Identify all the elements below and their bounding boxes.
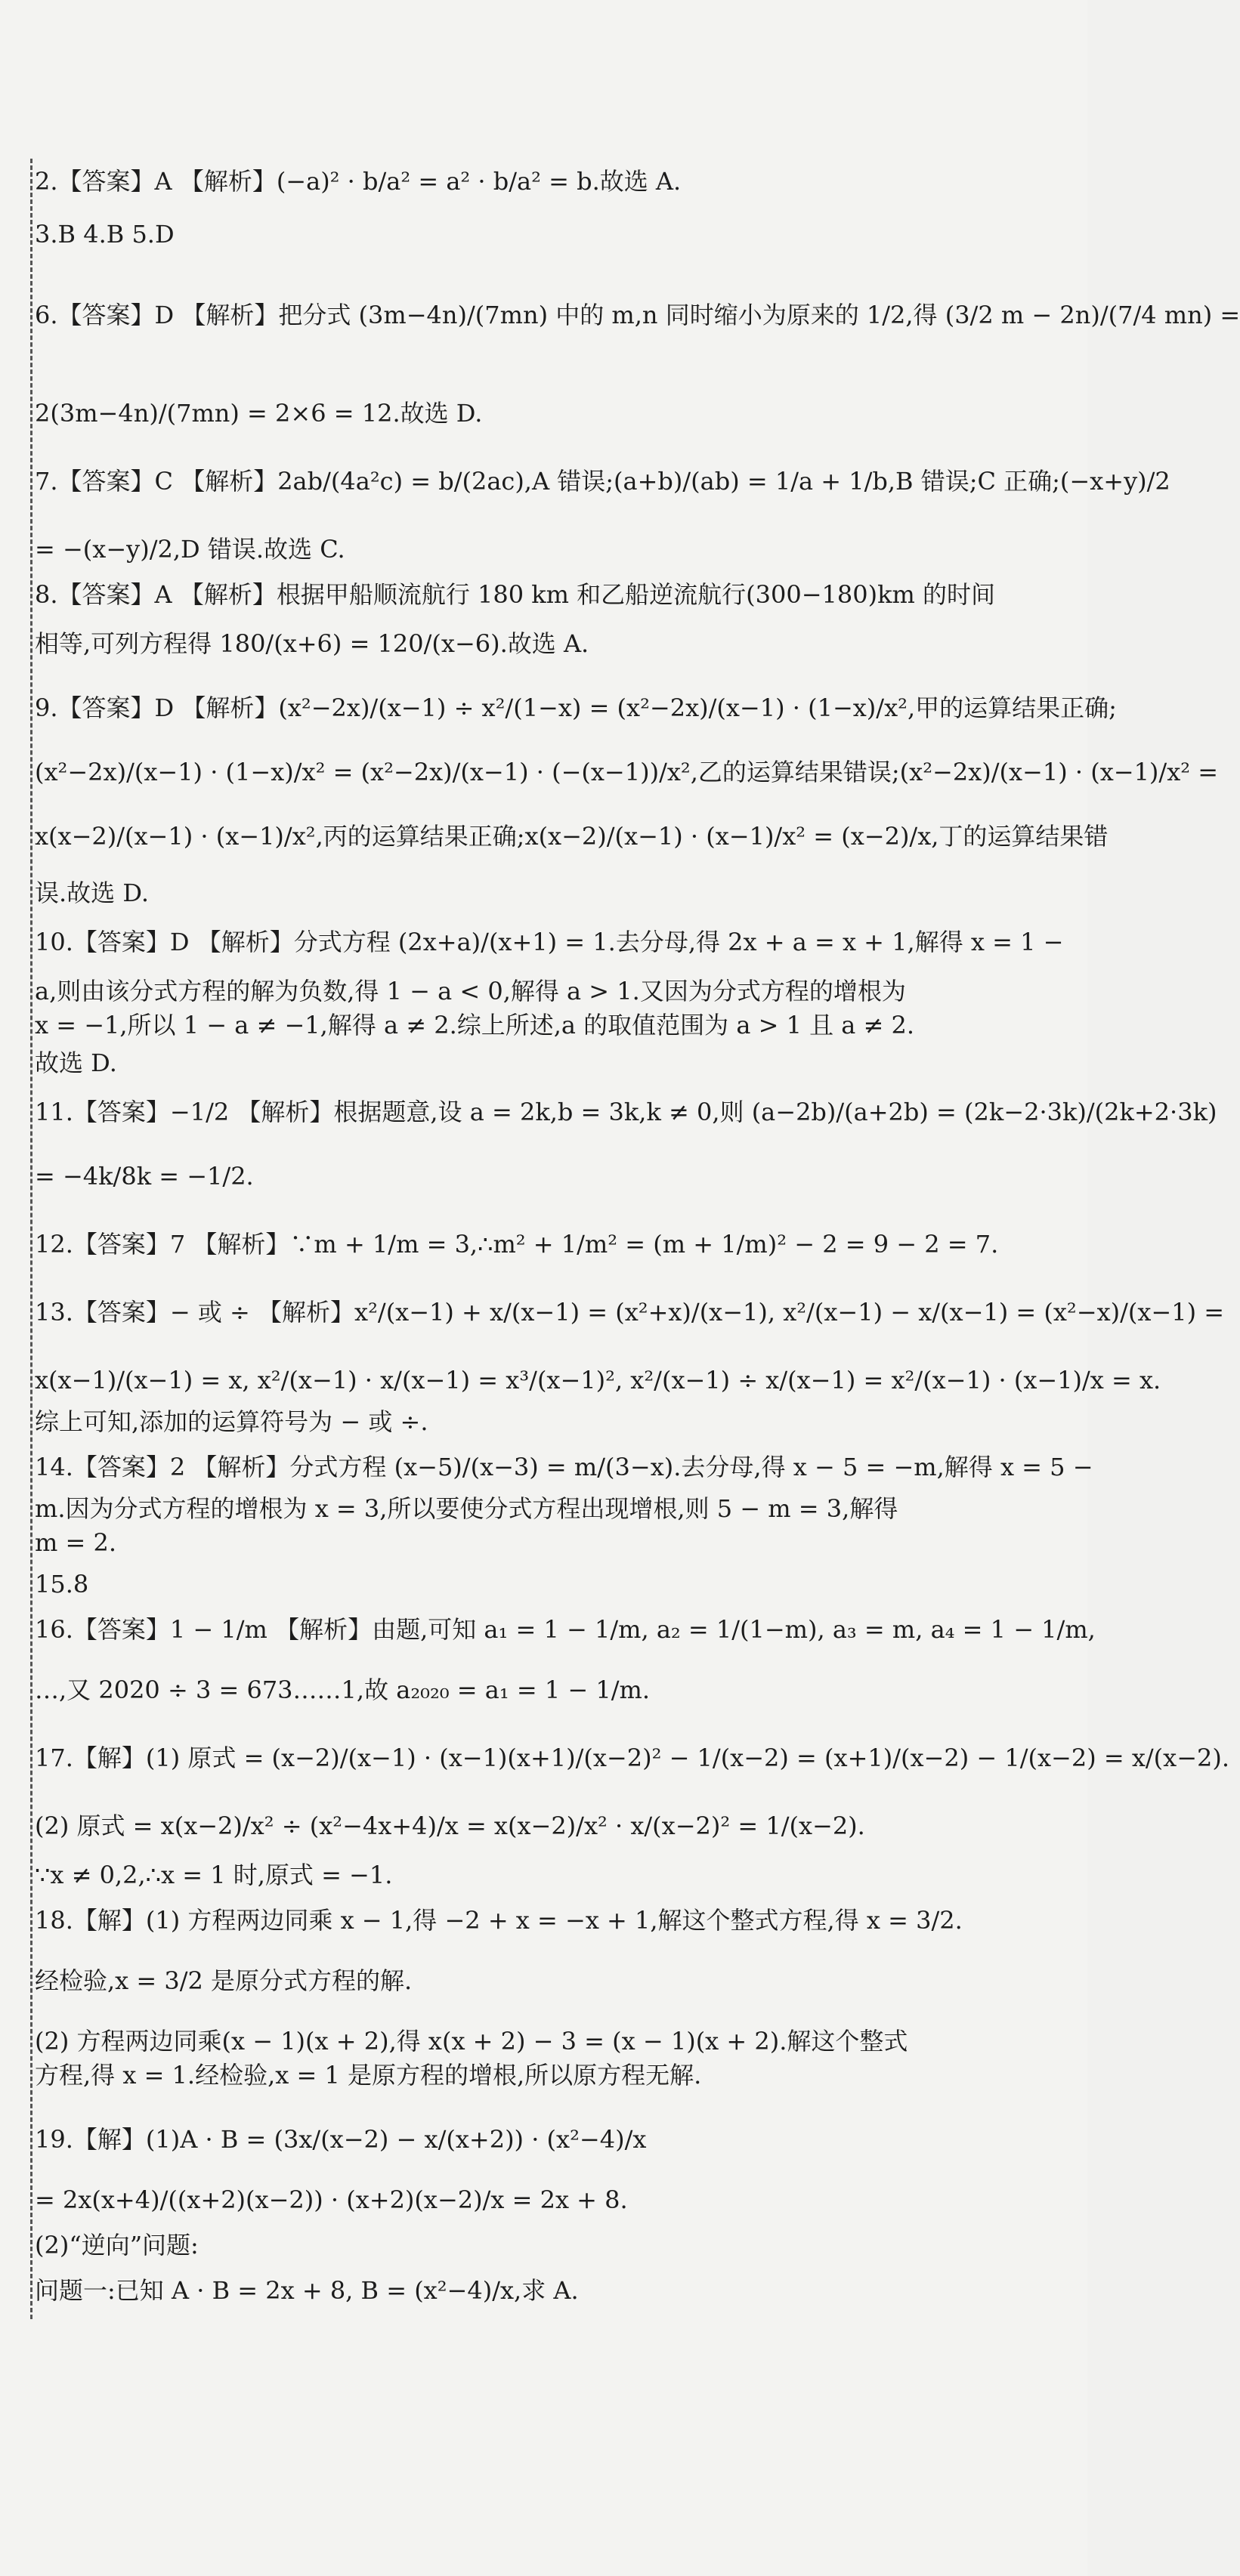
answer-q10-line2: a,则由该分式方程的解为负数,得 1 − a < 0,解得 a > 1.又因为分式方程的增根为 — [35, 977, 906, 1005]
answer-q14-line2: m.因为分式方程的增根为 x = 3,所以要使分式方程出现增根,则 5 − m = 3,解得 — [35, 1494, 898, 1523]
answer-q9-line1: 9.【答案】D 【解析】(x²−2x)/(x−1) ÷ x²/(1−x) = (x²−2x)/(x−1) · (1−x)/x²,甲的运算结果正确; — [35, 693, 1117, 722]
answer-q19-line2: = 2x(x+4)/((x+2)(x−2)) · (x+2)(x−2)/x = 2x + 8. — [35, 2185, 628, 2214]
answer-q10-line1: 10.【答案】D 【解析】分式方程 (2x+a)/(x+1) = 1.去分母,得 2x + a = x + 1,解得 x = 1 − — [35, 928, 1064, 956]
answer-q9-line4: 误.故选 D. — [35, 879, 150, 907]
answer-q17-line3: ∵x ≠ 0,2,∴x = 1 时,原式 = −1. — [35, 1861, 393, 1889]
answer-q8-line1: 8.【答案】A 【解析】根据甲船顺流航行 180 km 和乙船逆流航行(300−180)km 的时间 — [35, 580, 995, 609]
answer-q11-line2: = −4k/8k = −1/2. — [35, 1162, 254, 1191]
answer-q14-line1: 14.【答案】2 【解析】分式方程 (x−5)/(x−3) = m/(3−x).去分母,得 x − 5 = −m,解得 x = 5 − — [35, 1453, 1093, 1481]
answer-q11-line1: 11.【答案】−1/2 【解析】根据题意,设 a = 2k,b = 3k,k ≠ 0,则 (a−2b)/(a+2b) = (2k−2·3k)/(2k+2·3k) — [35, 1098, 1217, 1126]
answer-q18-line2: 经检验,x = 3/2 是原分式方程的解. — [35, 1966, 413, 1995]
answer-q7-line2: = −(x−y)/2,D 错误.故选 C. — [35, 535, 345, 564]
answer-q6-line1: 6.【答案】D 【解析】把分式 (3m−4n)/(7mn) 中的 m,n 同时缩小为原来的 1/2,得 (3/2 m − 2n)/(7/4 mn) = — [35, 301, 1240, 329]
answer-q16-line2: …,又 2020 ÷ 3 = 673……1,故 a₂₀₂₀ = a₁ = 1 − 1/m. — [35, 1676, 651, 1704]
answer-q7-line1: 7.【答案】C 【解析】2ab/(4a²c) = b/(2ac),A 错误;(a+b)/(ab) = 1/a + 1/b,B 错误;C 正确;(−x+y)/2 — [35, 467, 1170, 496]
answer-q3-5: 3.B 4.B 5.D — [35, 220, 175, 249]
answer-q10-line4: 故选 D. — [35, 1049, 117, 1077]
answer-q12: 12.【答案】7 【解析】∵m + 1/m = 3,∴m² + 1/m² = (m + 1/m)² − 2 = 9 − 2 = 7. — [35, 1230, 999, 1259]
answer-q17-line2: (2) 原式 = x(x−2)/x² ÷ (x²−4x+4)/x = x(x−2)/x² · x/(x−2)² = 1/(x−2). — [35, 1812, 865, 1840]
answer-q18-line1: 18.【解】(1) 方程两边同乘 x − 1,得 −2 + x = −x + 1,解这个整式方程,得 x = 3/2. — [35, 1906, 963, 1935]
answer-q9-line2: (x²−2x)/(x−1) · (1−x)/x² = (x²−2x)/(x−1) · (−(x−1))/x²,乙的运算结果错误;(x²−2x)/(x−1) · (x−1)/x² = — [35, 758, 1219, 786]
answer-q18-line3: (2) 方程两边同乘(x − 1)(x + 2),得 x(x + 2) − 3 = (x − 1)(x + 2).解这个整式 — [35, 2027, 908, 2056]
answer-q13-line1: 13.【答案】− 或 ÷ 【解析】x²/(x−1) + x/(x−1) = (x²+x)/(x−1), x²/(x−1) − x/(x−1) = (x²−x)/(x−1) = — [35, 1298, 1225, 1327]
answer-q15: 15.8 — [35, 1570, 89, 1598]
answer-q13-line2: x(x−1)/(x−1) = x, x²/(x−1) · x/(x−1) = x³/(x−1)², x²/(x−1) ÷ x/(x−1) = x²/(x−1) · (x−1)/x = x. — [35, 1366, 1161, 1395]
answer-q14-line3: m = 2. — [35, 1528, 117, 1557]
answer-q16-line1: 16.【答案】1 − 1/m 【解析】由题,可知 a₁ = 1 − 1/m, a₂ = 1/(1−m), a₃ = m, a₄ = 1 − 1/m, — [35, 1615, 1096, 1644]
answer-q2: 2.【答案】A 【解析】(−a)² · b/a² = a² · b/a² = b.故选 A. — [35, 167, 682, 196]
binding-dashed-line — [30, 159, 32, 2319]
answer-q19-line1: 19.【解】(1)A · B = (3x/(x−2) − x/(x+2)) · (x²−4)/x — [35, 2125, 647, 2154]
answer-q9-line3: x(x−2)/(x−1) · (x−1)/x²,丙的运算结果正确;x(x−2)/(x−1) · (x−1)/x² = (x−2)/x,丁的运算结果错 — [35, 822, 1109, 851]
answer-q8-line2: 相等,可列方程得 180/(x+6) = 120/(x−6).故选 A. — [35, 629, 589, 658]
answer-q17-line1: 17.【解】(1) 原式 = (x−2)/(x−1) · (x−1)(x+1)/(x−2)² − 1/(x−2) = (x+1)/(x−2) − 1/(x−2) = x/(x−2). — [35, 1744, 1230, 1772]
answer-q10-line3: x = −1,所以 1 − a ≠ −1,解得 a ≠ 2.综上所述,a 的取值范围为 a > 1 且 a ≠ 2. — [35, 1011, 915, 1039]
answer-q18-line4: 方程,得 x = 1.经检验,x = 1 是原方程的增根,所以原方程无解. — [35, 2061, 702, 2090]
answer-q19-line3: (2)“逆向”问题: — [35, 2231, 199, 2259]
answer-q6-line2: 2(3m−4n)/(7mn) = 2×6 = 12.故选 D. — [35, 399, 483, 428]
answer-q13-line3: 综上可知,添加的运算符号为 − 或 ÷. — [35, 1407, 428, 1436]
answer-q19-line4: 问题一:已知 A · B = 2x + 8, B = (x²−4)/x,求 A. — [35, 2276, 579, 2305]
